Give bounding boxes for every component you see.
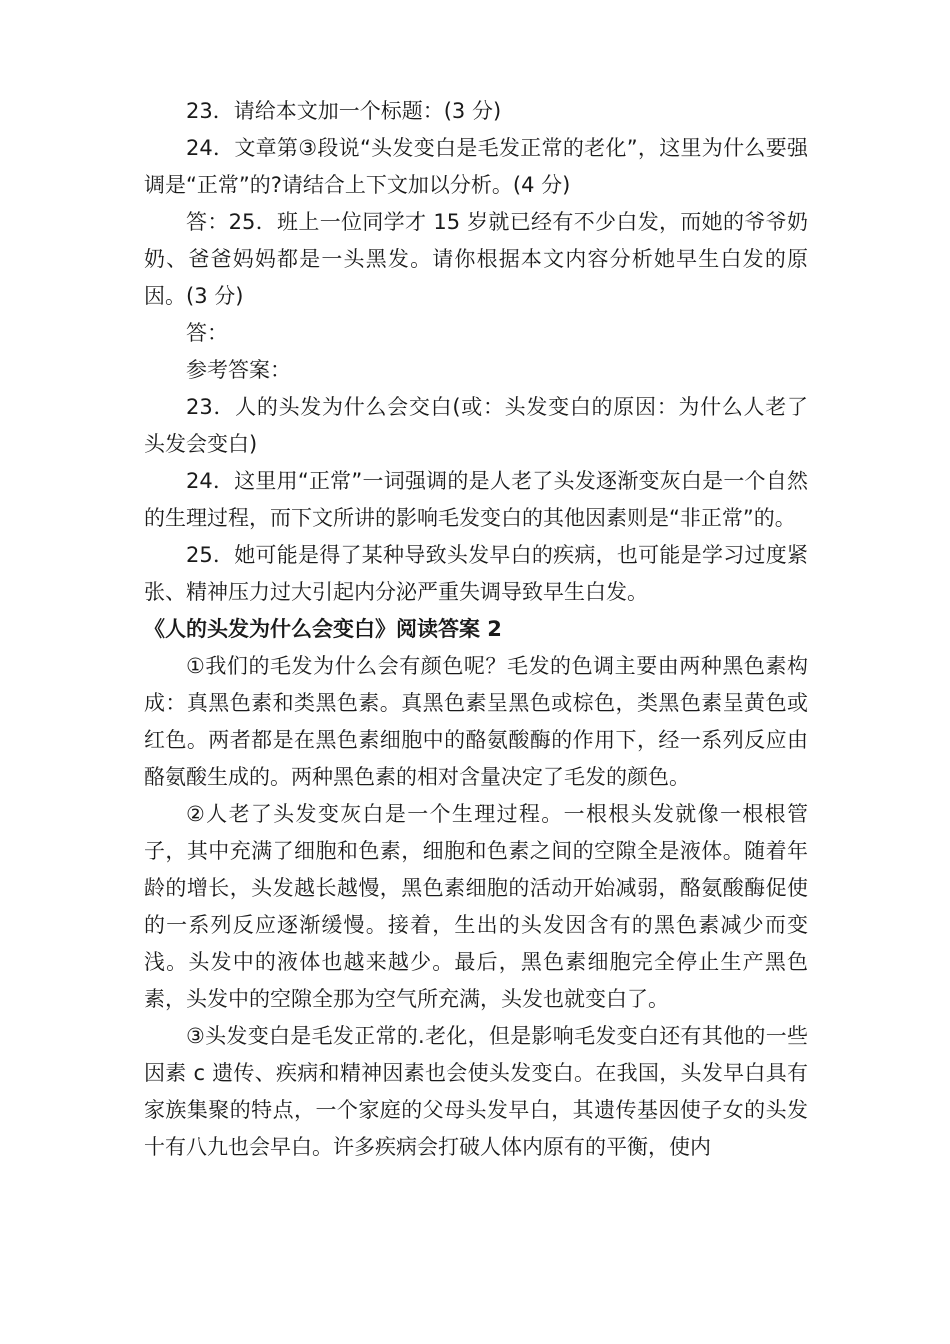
question-25: 答：25．班上一位同学才 15 岁就已经有不少白发，而她的爷爷奶奶、爸爸妈妈都是一头黑发。请你根据本文内容分析她早生白发的原因。(3 分) [144, 210, 808, 308]
answer-25: 25．她可能是得了某种导致头发早白的疾病，也可能是学习过度紧张、精神压力过大引起内分泌严重失调导致早生白发。 [144, 543, 808, 604]
article-paragraph-3: ③头发变白是毛发正常的.老化，但是影响毛发变白还有其他的一些因素 c 遗传、疾病和精神因素也会使头发变白。在我国，头发早白具有家族集聚的特点，一个家庭的父母头发早白，其遗传基因使子女的头发十有八九也会早白。许多疾病会打破人体内原有的平衡，使内 [144, 1024, 808, 1159]
section-title: 《人的头发为什么会变白》阅读答案 2 [144, 617, 502, 641]
article-paragraph-2: ②人老了头发变灰白是一个生理过程。一根根头发就像一根根管子，其中充满了细胞和色素，细胞和色素之间的空隙全是液体。随着年龄的增长，头发越长越慢，黑色素细胞的活动开始减弱，酪氨酸酶促使的一系列反应逐渐缓慢。接着，生出的头发因含有的黑色素减少而变浅。头发中的液体也越来越少。最后，黑色素细胞完全停止生产黑色素，头发中的空隙全那为空气所充满，头发也就变白了。 [144, 802, 808, 1011]
answer-23: 23．人的头发为什么会交白(或：头发变白的原因：为什么人老了头发会变白) [144, 395, 808, 456]
answer-24: 24．这里用“正常”一词强调的是人老了头发逐渐变灰白是一个自然的生理过程，而下文所讲的影响毛发变白的其他因素则是“非正常”的。 [144, 469, 808, 530]
article-paragraph-1: ①我们的毛发为什么会有颜色呢？毛发的色调主要由两种黑色素构成：真黑色素和类黑色素。真黑色素呈黑色或棕色，类黑色素呈黄色或红色。两者都是在黑色素细胞中的酪氨酸酶的作用下，经一系列反应由酪氨酸生成的。两种黑色素的相对含量决定了毛发的颜色。 [144, 654, 808, 789]
reference-answer-label: 参考答案： [186, 358, 291, 382]
question-24: 24．文章第③段说“头发变白是毛发正常的老化”，这里为什么要强调是“正常”的?请结合上下文加以分析。(4 分) [144, 136, 808, 197]
question-23: 23．请给本文加一个标题：(3 分) [186, 99, 502, 123]
answer-blank: 答： [186, 321, 228, 345]
document-body [144, 93, 808, 1166]
